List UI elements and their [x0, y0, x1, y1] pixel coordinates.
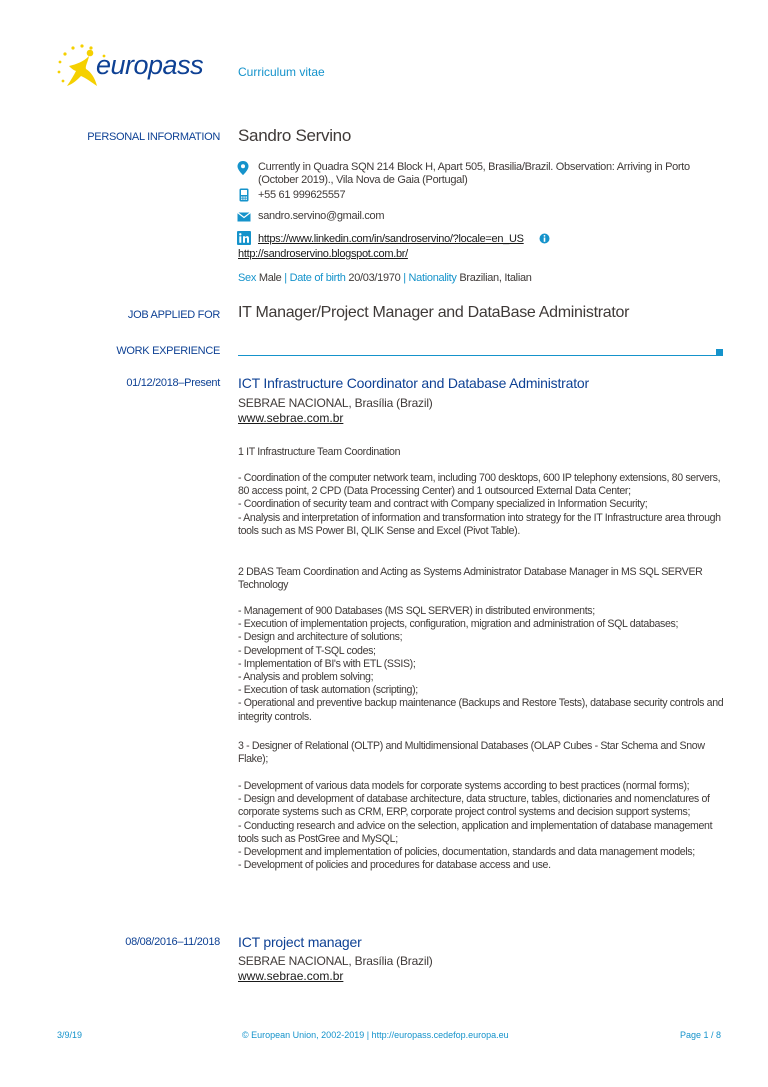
personal-details-line — [238, 272, 532, 284]
linkedin-icon — [237, 231, 251, 245]
separator-2: | — [403, 272, 406, 284]
entry-2-title: ICT project manager — [238, 934, 362, 950]
mobile-phone-icon — [239, 188, 249, 202]
email-address[interactable]: sandro.servino@gmail.com — [258, 210, 385, 222]
footer-page-number: Page 1 / 8 — [680, 1030, 722, 1040]
entry-1-paragraph-1: 1 IT Infrastructure Team Coordination — [238, 446, 401, 458]
entry-2-employer: SEBRAE NACIONAL, Brasília (Brazil) — [238, 954, 433, 968]
footer-copyright: © European Union, 2002-2019 | http://europass.cedefop.europa.eu — [242, 1030, 509, 1040]
info-icon — [539, 233, 550, 244]
nationality-label: Nationality — [408, 272, 457, 284]
entry-1-paragraph-5: 3 - Designer of Relational (OLTP) and Multidimensional Databases (OLAP Cubes - Star Schema and Snow Flake); — [238, 740, 705, 766]
document-title: Curriculum vitae — [238, 65, 325, 79]
entry-1-paragraph-2: - Coordination of the computer network team, including 700 desktops, 600 IP telephony extensions, 80 servers, 80 access point, 2 CPD (Data Processing Center) and 1 outsourced External Data Center; - Coordination of security team and contract with Company specialized in Information Security; - Analysis and interpretation of information and transformation into strategy for the IT Infrastructure area through tools such as MS Power BI, QLIK Sense and Excel (Pivot Table). — [238, 472, 721, 537]
entry-1-paragraph-3: 2 DBAS Team Coordination and Acting as Systems Administrator Database Manager in MS SQL SERVER Technology — [238, 566, 703, 592]
dob-label: Date of birth — [289, 272, 346, 284]
blog-link[interactable]: http://sandroservino.blogspot.com.br/ — [238, 248, 408, 260]
entry-1-employer: SEBRAE NACIONAL, Brasília (Brazil) — [238, 396, 433, 410]
entry-1-paragraph-4: - Management of 900 Databases (MS SQL SERVER) in distributed environments; - Execution of implementation projects, configuration, migration and administration of SQL databases; - Design and architecture of solutions; - Development of T-SQL codes; - Implementation of BI's with ETL (SSIS); - Analysis and problem solving; - Execution of task automation (scripting); - Operational and preventive backup maintenance (Backups and Restore Tests), database security controls and integrity controls. — [238, 605, 724, 723]
job-applied-label: JOB APPLIED FOR — [127, 309, 220, 321]
email-envelope-icon — [237, 212, 251, 222]
location-pin-icon — [237, 161, 249, 175]
entry-1-title: ICT Infrastructure Coordinator and Database Administrator — [238, 375, 589, 391]
entry-1-dates: 01/12/2018–Present — [126, 377, 220, 389]
logo-text: europass — [96, 50, 204, 80]
entry-1-website[interactable]: www.sebrae.com.br — [238, 411, 344, 425]
section-divider — [238, 355, 716, 356]
footer-date: 3/9/19 — [57, 1030, 83, 1040]
dob-value: 20/03/1970 — [348, 272, 401, 284]
person-name: Sandro Servino — [238, 126, 351, 145]
work-experience-label: WORK EXPERIENCE — [116, 345, 220, 357]
phone-number[interactable]: +55 61 999625557 — [258, 189, 346, 201]
sex-label: Sex — [238, 272, 257, 284]
section-divider-marker — [716, 349, 723, 356]
entry-1-paragraph-6: - Development of various data models for corporate systems according to best practices (normal forms); - Design and development of database architecture, data structure, tables, dictionaries and nomenclatures of corporate systems such as CRM, ERP, corporate project control systems and decision support systems; - Conducting research and advice on the selection, application and implementation of database management tools such as PostGree and MySQL; - Development and implementation of policies, documentation, standards and data management models; - Development of policies and procedures for database access and use. — [238, 780, 713, 872]
job-applied-value: IT Manager/Project Manager and DataBase Administrator — [238, 304, 630, 321]
linkedin-link[interactable]: https://www.linkedin.com/in/sandroservino/?locale=en_US — [258, 233, 524, 245]
nationality-value: Brazilian, Italian — [459, 272, 532, 284]
entry-2-dates: 08/08/2016–11/2018 — [125, 936, 220, 948]
personal-information-label: PERSONAL INFORMATION — [87, 131, 220, 143]
separator-1: | — [284, 272, 287, 284]
sex-value: Male — [258, 272, 282, 284]
entry-2-website[interactable]: www.sebrae.com.br — [238, 969, 344, 983]
address-text: Currently in Quadra SQN 214 Block H, Apart 505, Brasilia/Brazil. Observation: Arriving in Porto (October 2019)., Vila Nova de Gaia (Portugal) — [258, 161, 690, 186]
europass-logo — [55, 42, 225, 92]
